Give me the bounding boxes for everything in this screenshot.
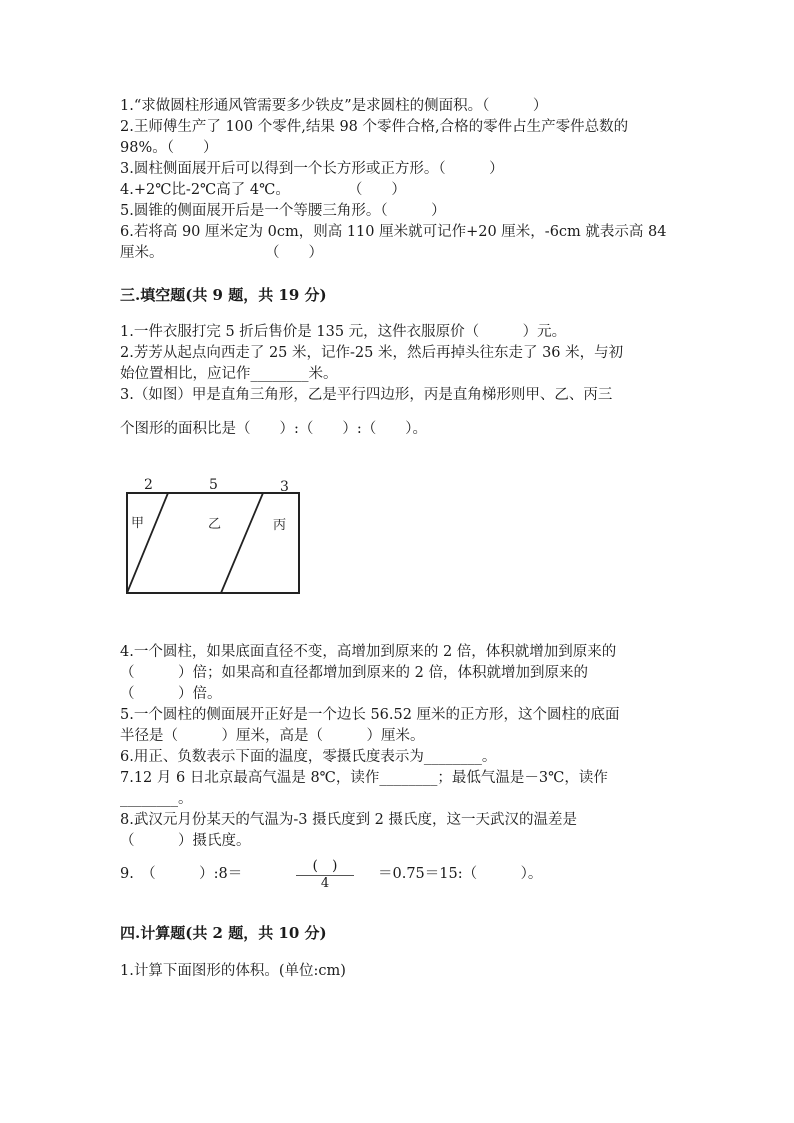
fill-q4-line1: 4.一个圆柱，如果底面直径不变，高增加到原来的 2 倍，体积就增加到原来的 [120,644,617,660]
section-heading-calc: 四.计算题(共 2 题，共 10 分) [120,924,327,942]
fraction-denominator: 4 [320,876,330,891]
fill-q9-fraction [296,858,354,891]
fill-q5-line1: 5.一个圆柱的侧面展开正好是一个边长 56.52 厘米的正方形，这个圆柱的底面 [120,707,620,723]
fill-q4-line3: （ ）倍。 [120,686,222,702]
fill-q9-suffix: ＝0.75＝15:（ ）。 [378,866,543,882]
judge-q5: 5.圆锥的侧面展开后是一个等腰三角形。（ ） [120,203,446,219]
judge-q2-line2: 98%。（ ） [120,140,218,156]
shapes-figure [120,472,310,606]
fill-q2-line1: 2.芳芳从起点向西走了 25 米，记作-25 米，然后再掉头往东走了 36 米，与初 [120,345,624,361]
fill-q3-line2: 个图形的面积比是（ ）:（ ）:（ ）。 [120,421,428,437]
calc-q1: 1.计算下面图形的体积。(单位:cm) [120,963,346,979]
judge-q6-line1: 6.若将高 90 厘米定为 0cm，则高 110 厘米就可记作+20 厘米，-6cm 就表示高 84 [120,224,667,240]
fill-q5-line2: 半径是（ ）厘米，高是（ ）厘米。 [120,728,425,744]
fill-q2-line2: 始位置相比，应记作________米。 [120,366,338,382]
judge-q1: 1.“求做圆柱形通风管需要多少铁皮”是求圆柱的侧面积。（ ） [120,98,548,114]
figure-top-label-5: 5 [209,477,218,493]
fraction-numerator: ( ) [312,858,338,874]
judge-q2-line1: 2.王师傅生产了 100 个零件,结果 98 个零件合格,合格的零件占生产零件总数的 [120,119,629,135]
judge-q3: 3.圆柱侧面展开后可以得到一个长方形或正方形。（ ） [120,161,504,177]
section-heading-fill: 三.填空题(共 9 题，共 19 分) [120,286,327,304]
fill-q4-line2: （ ）倍；如果高和直径都增加到原来的 2 倍，体积就增加到原来的 [120,665,588,681]
fill-q8-line1: 8.武汉元月份某天的气温为-3 摄氏度到 2 摄氏度，这一天武汉的温差是 [120,812,578,828]
figure-top-label-2: 2 [144,477,153,493]
fill-q7-line2: ________。 [120,791,193,807]
fill-q1: 1.一件衣服打完 5 折后售价是 135 元，这件衣服原价（ ）元。 [120,324,567,340]
fill-q8-line2: （ ）摄氏度。 [120,833,251,849]
fill-q3-line1: 3.（如图）甲是直角三角形，乙是平行四边形，丙是直角梯形则甲、乙、丙三 [120,387,613,403]
figure-top-label-3: 3 [280,479,289,495]
figure-label-bing: 丙 [273,518,287,533]
judge-q6-line2: 厘米。 （ ） [120,245,323,261]
figure-label-yi: 乙 [208,517,222,532]
fill-q6: 6.用正、负数表示下面的温度，零摄氏度表示为________。 [120,749,497,765]
fill-q7-line1: 7.12 月 6 日北京最高气温是 8℃，读作________；最低气温是－3℃，读作 [120,770,608,786]
judge-q4: 4.+2℃比-2℃高了 4℃。 （ ） [120,182,406,198]
fill-q9-prefix: 9. （ ）:8＝ [120,866,243,882]
figure-label-jia: 甲 [131,516,145,531]
